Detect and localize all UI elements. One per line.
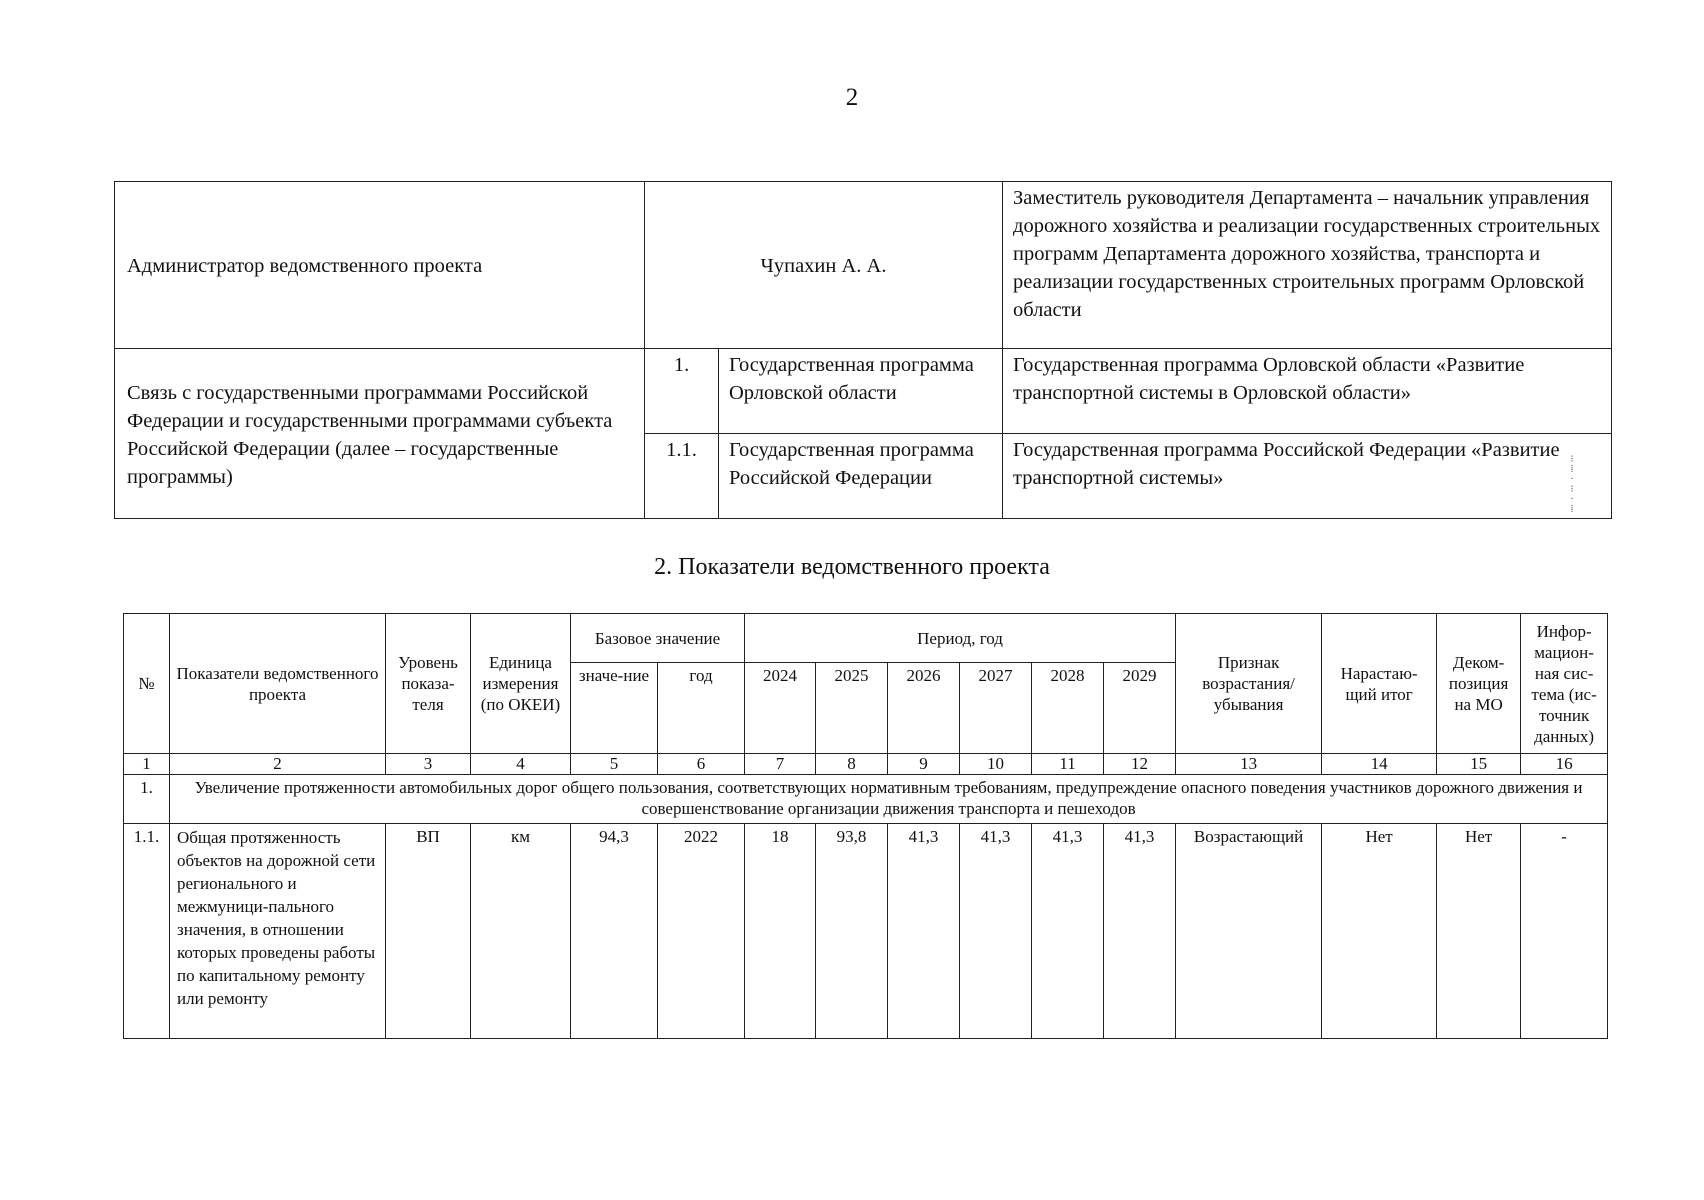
- indicator-row: [124, 824, 1608, 1039]
- program-link-name: Государственная программа Орловской области «Развитие транспортной системы в Орловской области»: [1003, 349, 1612, 434]
- indicator-base-value: 94,3: [571, 824, 658, 1039]
- column-number: 9: [888, 754, 960, 775]
- column-number: 13: [1176, 754, 1322, 775]
- column-number: 1: [124, 754, 170, 775]
- indicator-name: Общая протяженность объектов на дорожной сети регионального и межмуници-пального значения, в отношении которых проведены работы по капитальному ремонту или ремонту: [170, 824, 386, 1039]
- column-number: 14: [1322, 754, 1437, 775]
- header-year: 2024: [745, 663, 816, 754]
- header-base-value: значе-ние: [571, 663, 658, 754]
- indicator-year-value: 41,3: [888, 824, 960, 1039]
- indicator-year-value: 41,3: [1104, 824, 1176, 1039]
- margin-stamp-mark: ⁝ ⁞ · ⁝ · ⁞: [1570, 454, 1574, 515]
- column-number: 10: [960, 754, 1032, 775]
- indicator-trend: Возрастающий: [1176, 824, 1322, 1039]
- header-base: Базовое значение: [571, 614, 745, 663]
- header-source: Инфор-мацион-ная сис-тема (ис-точник данных): [1521, 614, 1608, 754]
- column-number: 5: [571, 754, 658, 775]
- indicator-year-value: 41,3: [1032, 824, 1104, 1039]
- task-group-row: [124, 775, 1608, 824]
- column-number: 15: [1437, 754, 1521, 775]
- header-unit: Единица измерения (по ОКЕИ): [471, 614, 571, 754]
- header-year: 2028: [1032, 663, 1104, 754]
- header-row: [124, 614, 1608, 663]
- program-link-type: Государственная программа Российской Федерации: [719, 434, 1003, 519]
- indicator-unit: км: [471, 824, 571, 1039]
- header-year: 2027: [960, 663, 1032, 754]
- program-link-label: Связь с государственными программами Российской Федерации и государственными программами субъекта Российской Федерации (далее – государственные программы): [115, 349, 645, 519]
- admin-position: Заместитель руководителя Департамента – начальник управления дорожного хозяйства и реализации государственных строительных программ Департамента дорожного хозяйства, транспорта и реализации государственных строительных программ Орловской области: [1003, 182, 1612, 349]
- column-number: 12: [1104, 754, 1176, 775]
- indicator-level: ВП: [386, 824, 471, 1039]
- header-base-year: год: [658, 663, 745, 754]
- header-year: 2025: [816, 663, 888, 754]
- column-number: 2: [170, 754, 386, 775]
- header-level: Уровень показа-теля: [386, 614, 471, 754]
- column-number: 16: [1521, 754, 1608, 775]
- indicator-year-value: 93,8: [816, 824, 888, 1039]
- section-title: 2. Показатели ведомственного проекта: [654, 554, 1050, 580]
- column-number: 4: [471, 754, 571, 775]
- program-link-num: 1.1.: [645, 434, 719, 519]
- admin-name: Чупахин А. А.: [645, 182, 1003, 349]
- column-number: 6: [658, 754, 745, 775]
- indicator-year-value: 18: [745, 824, 816, 1039]
- header-period: Период, год: [745, 614, 1176, 663]
- indicator-cumulative: Нет: [1322, 824, 1437, 1039]
- indicator-source: -: [1521, 824, 1608, 1039]
- column-number-row: [124, 754, 1608, 775]
- header-year: 2029: [1104, 663, 1176, 754]
- program-link-num: 1.: [645, 349, 719, 434]
- column-number: 8: [816, 754, 888, 775]
- group-num: 1.: [124, 775, 170, 824]
- program-link-row: [115, 349, 1612, 434]
- indicator-year-value: 41,3: [960, 824, 1032, 1039]
- column-number: 3: [386, 754, 471, 775]
- column-number: 7: [745, 754, 816, 775]
- indicator-num: 1.1.: [124, 824, 170, 1039]
- page-number: 2: [845, 84, 859, 111]
- program-link-type: Государственная программа Орловской области: [719, 349, 1003, 434]
- header-trend: Признак возрастания/ убывания: [1176, 614, 1322, 754]
- admin-row: [115, 182, 1612, 349]
- indicator-base-year: 2022: [658, 824, 745, 1039]
- column-number: 11: [1032, 754, 1104, 775]
- header-cumulative: Нарастаю-щий итог: [1322, 614, 1437, 754]
- group-title: Увеличение протяженности автомобильных дорог общего пользования, соответствующих нормативным требованиям, предупреждение опасного поведения участников дорожного движения и совершенствование организации движения транспорта и пешеходов: [170, 775, 1608, 824]
- header-num: №: [124, 614, 170, 754]
- header-name: Показатели ведомственного проекта: [170, 614, 386, 754]
- program-link-name: Государственная программа Российской Федерации «Развитие транспортной системы»: [1003, 434, 1612, 519]
- project-info-table: [114, 181, 1612, 519]
- header-year: 2026: [888, 663, 960, 754]
- header-decomposition: Деком-позиция на МО: [1437, 614, 1521, 754]
- indicators-table: [123, 613, 1608, 1039]
- indicator-decomposition: Нет: [1437, 824, 1521, 1039]
- admin-label: Администратор ведомственного проекта: [115, 182, 645, 349]
